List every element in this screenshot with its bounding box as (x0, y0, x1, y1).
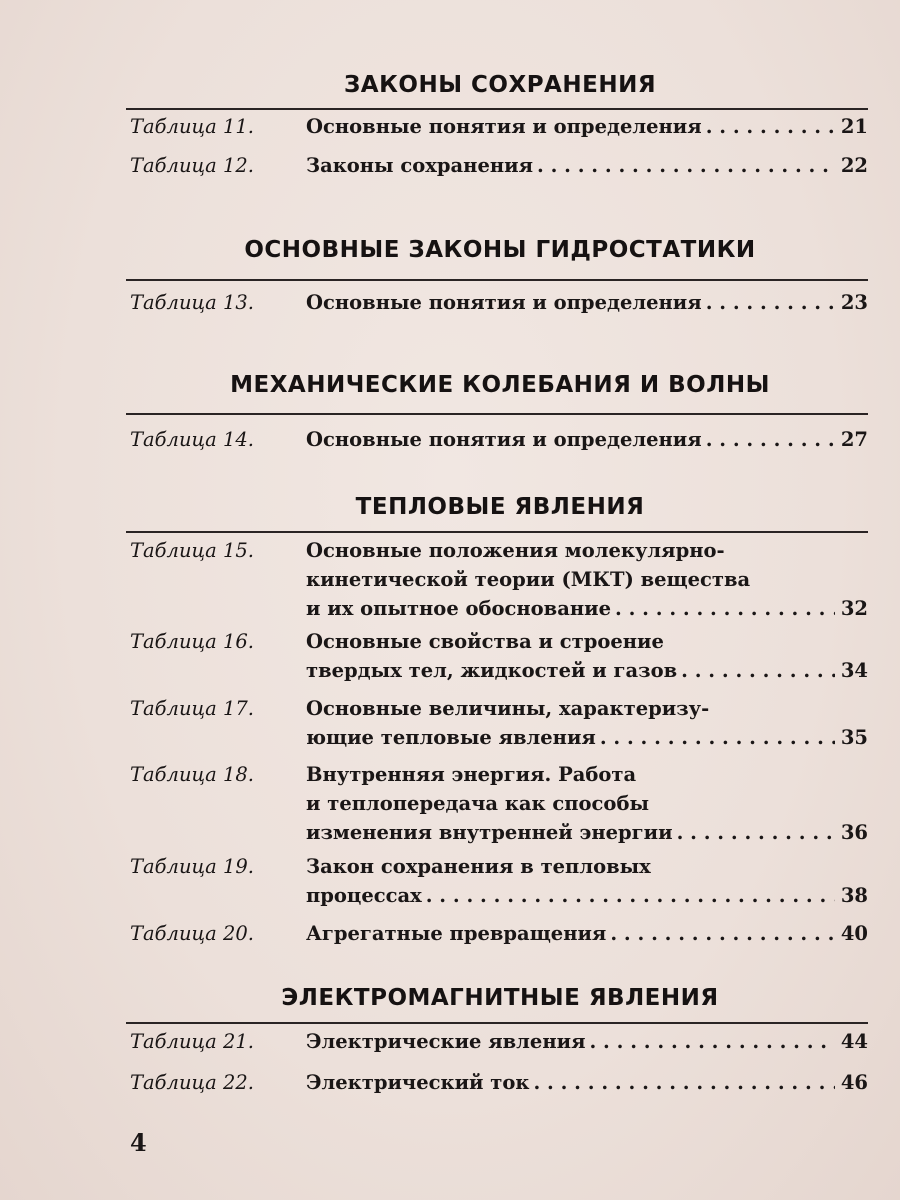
entry-title: Основные понятия и определения (306, 291, 702, 314)
dot-leader (533, 1068, 834, 1097)
page-ref: 21 (840, 115, 868, 138)
table-label: Таблица 15. (130, 539, 254, 562)
entry-title-line: и теплопередача как способы (306, 792, 649, 815)
entry-title-line: Основные положения молекулярно- (306, 539, 725, 562)
table-label: Таблица 13. (130, 291, 254, 314)
page-ref: 40 (840, 922, 868, 945)
section-divider (126, 1022, 868, 1024)
entry-title-line: Основные величины, характеризу- (306, 697, 710, 720)
page-ref: 22 (840, 154, 868, 177)
page-ref: 46 (840, 1071, 868, 1094)
entry-title-line: изменения внутренней энергии (306, 821, 673, 844)
table-label: Таблица 14. (130, 428, 254, 451)
entry-title-line: кинетической теории (МКТ) вещества (306, 568, 751, 591)
dot-leader (426, 881, 835, 910)
section-title: ЭЛЕКТРОМАГНИТНЫЕ ЯВЛЕНИЯ (281, 985, 719, 1011)
page-ref: 27 (840, 428, 868, 451)
entry-title-line: и их опытное обоснование (306, 597, 612, 620)
entry-title: Законы сохранения (306, 154, 533, 177)
entry-title-line: твердых тел, жидкостей и газов (306, 659, 678, 682)
table-label: Таблица 22. (130, 1071, 254, 1094)
entry-title-line: Основные свойства и строение (306, 630, 664, 653)
page-ref: 38 (840, 884, 868, 907)
section-divider (126, 108, 868, 110)
dot-leader (537, 151, 835, 180)
page-ref: 44 (840, 1030, 868, 1053)
entry-title-line: Закон сохранения в тепловых (306, 855, 651, 878)
section-divider (126, 413, 868, 415)
entry-title-line: Внутренняя энергия. Работа (306, 763, 637, 786)
section-title: ОСНОВНЫЕ ЗАКОНЫ ГИДРОСТАТИКИ (244, 237, 756, 263)
entry-title: Основные понятия и определения (306, 428, 702, 451)
table-label: Таблица 20. (130, 922, 254, 945)
section-divider (126, 279, 868, 281)
table-label: Таблица 16. (130, 630, 254, 653)
dot-leader (706, 425, 835, 454)
table-label: Таблица 11. (130, 115, 254, 138)
dot-leader (677, 818, 835, 847)
page-ref: 36 (840, 821, 868, 844)
dot-leader (610, 919, 835, 948)
entry-title-line: процессах (306, 884, 422, 907)
section-divider (126, 531, 868, 533)
table-label: Таблица 17. (130, 697, 254, 720)
entry-title: Электрические явления (306, 1030, 586, 1053)
section-title: МЕХАНИЧЕСКИЕ КОЛЕБАНИЯ И ВОЛНЫ (230, 372, 770, 398)
entry-title: Агрегатные превращения (306, 922, 607, 945)
page-ref: 23 (840, 291, 868, 314)
dot-leader (600, 723, 835, 752)
dot-leader (706, 288, 835, 317)
dot-leader (706, 112, 835, 141)
dot-leader (615, 594, 835, 623)
entry-title-line: ющие тепловые явления (306, 726, 596, 749)
table-label: Таблица 19. (130, 855, 254, 878)
page-ref: 35 (840, 726, 868, 749)
table-label: Таблица 12. (130, 154, 254, 177)
page-ref: 32 (840, 597, 868, 620)
table-label: Таблица 18. (130, 763, 254, 786)
table-label: Таблица 21. (130, 1030, 254, 1053)
page-number: 4 (130, 1128, 147, 1157)
entry-title: Основные понятия и определения (306, 115, 702, 138)
section-title: ТЕПЛОВЫЕ ЯВЛЕНИЯ (355, 494, 645, 520)
entry-title: Электрический ток (306, 1071, 530, 1094)
dot-leader (589, 1027, 834, 1056)
dot-leader (681, 656, 835, 685)
page-ref: 34 (840, 659, 868, 682)
section-title: ЗАКОНЫ СОХРАНЕНИЯ (343, 72, 657, 98)
